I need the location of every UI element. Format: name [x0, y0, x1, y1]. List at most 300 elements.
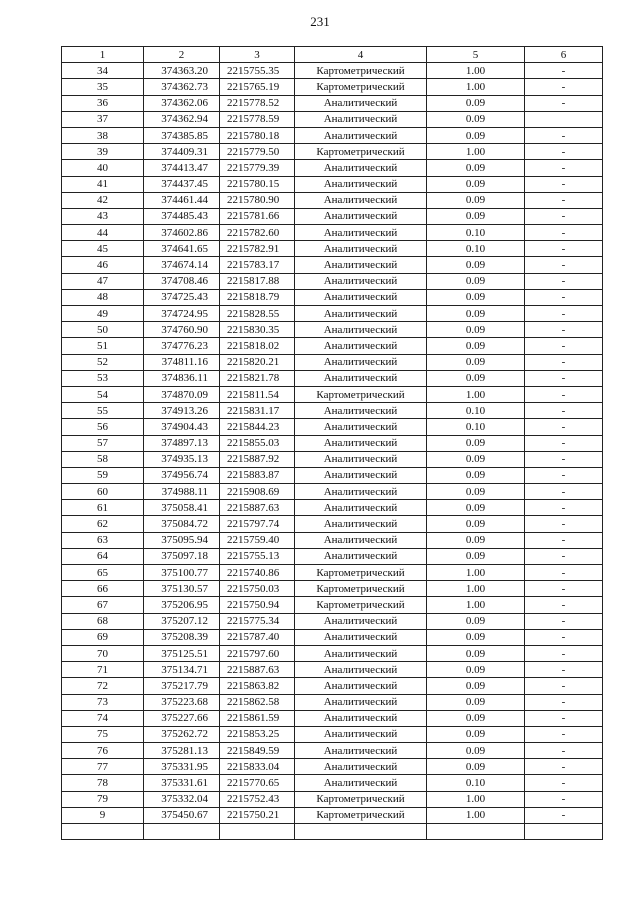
- note-cell: -: [525, 354, 603, 370]
- y-coordinate-cell: 2215861.59: [220, 710, 295, 726]
- table-row: [62, 597, 603, 613]
- table-row: [62, 759, 603, 775]
- y-coordinate-cell: 2215740.86: [220, 565, 295, 581]
- y-coordinate-cell: 2215797.74: [220, 516, 295, 532]
- accuracy-cell: 0.10: [427, 403, 525, 419]
- note-cell: -: [525, 565, 603, 581]
- y-coordinate-cell: 2215780.90: [220, 192, 295, 208]
- note-cell: -: [525, 581, 603, 597]
- method-cell: Аналитический: [295, 775, 427, 791]
- point-number-cell: 65: [62, 565, 144, 581]
- method-cell: Аналитический: [295, 726, 427, 742]
- note-cell: -: [525, 678, 603, 694]
- table-row: [62, 386, 603, 402]
- x-coordinate-cell: 374913.26: [144, 403, 220, 419]
- accuracy-cell: 0.09: [427, 759, 525, 775]
- method-cell: Аналитический: [295, 192, 427, 208]
- x-coordinate-cell: 375223.68: [144, 694, 220, 710]
- table-header-row: [62, 47, 603, 63]
- accuracy-cell: 1.00: [427, 386, 525, 402]
- accuracy-cell: 0.09: [427, 160, 525, 176]
- point-number-cell: 46: [62, 257, 144, 273]
- x-coordinate-cell: 375058.41: [144, 500, 220, 516]
- table-row: [62, 629, 603, 645]
- accuracy-cell: 0.09: [427, 726, 525, 742]
- y-coordinate-cell: 2215750.94: [220, 597, 295, 613]
- x-coordinate-cell: 374935.13: [144, 451, 220, 467]
- y-coordinate-cell: 2215783.17: [220, 257, 295, 273]
- x-coordinate-cell: 375262.72: [144, 726, 220, 742]
- accuracy-cell: 0.09: [427, 662, 525, 678]
- x-coordinate-cell: 374836.11: [144, 370, 220, 386]
- note-cell: -: [525, 144, 603, 160]
- point-number-cell: 66: [62, 581, 144, 597]
- note-cell: -: [525, 743, 603, 759]
- point-number-cell: 61: [62, 500, 144, 516]
- y-coordinate-cell: [220, 824, 295, 840]
- point-number-cell: 35: [62, 79, 144, 95]
- point-number-cell: 62: [62, 516, 144, 532]
- x-coordinate-cell: 374362.94: [144, 111, 220, 127]
- point-number-cell: 36: [62, 95, 144, 111]
- accuracy-cell: 0.10: [427, 419, 525, 435]
- note-cell: -: [525, 370, 603, 386]
- x-coordinate-cell: 375331.95: [144, 759, 220, 775]
- x-coordinate-cell: 374708.46: [144, 273, 220, 289]
- x-coordinate-cell: 375208.39: [144, 629, 220, 645]
- note-cell: -: [525, 759, 603, 775]
- table-row: [62, 111, 603, 127]
- note-cell: -: [525, 435, 603, 451]
- accuracy-cell: [427, 824, 525, 840]
- accuracy-cell: 1.00: [427, 144, 525, 160]
- x-coordinate-cell: 375331.61: [144, 775, 220, 791]
- method-cell: Аналитический: [295, 289, 427, 305]
- y-coordinate-cell: 2215778.59: [220, 111, 295, 127]
- note-cell: -: [525, 386, 603, 402]
- accuracy-cell: 0.09: [427, 306, 525, 322]
- column-header: 1: [62, 47, 144, 63]
- point-number-cell: 53: [62, 370, 144, 386]
- accuracy-cell: 0.09: [427, 176, 525, 192]
- point-number-cell: 34: [62, 63, 144, 79]
- note-cell: -: [525, 127, 603, 143]
- point-number-cell: 41: [62, 176, 144, 192]
- accuracy-cell: 0.09: [427, 532, 525, 548]
- x-coordinate-cell: 375206.95: [144, 597, 220, 613]
- point-number-cell: 71: [62, 662, 144, 678]
- method-cell: Аналитический: [295, 241, 427, 257]
- method-cell: Аналитический: [295, 306, 427, 322]
- table-row: [62, 79, 603, 95]
- table-row: [62, 403, 603, 419]
- y-coordinate-cell: 2215887.92: [220, 451, 295, 467]
- x-coordinate-cell: 374602.86: [144, 225, 220, 241]
- method-cell: Аналитический: [295, 273, 427, 289]
- accuracy-cell: 1.00: [427, 791, 525, 807]
- table-row: [62, 322, 603, 338]
- point-number-cell: 67: [62, 597, 144, 613]
- method-cell: Аналитический: [295, 645, 427, 661]
- x-coordinate-cell: 374897.13: [144, 435, 220, 451]
- note-cell: -: [525, 306, 603, 322]
- point-number-cell: 40: [62, 160, 144, 176]
- table-body: [62, 63, 603, 840]
- note-cell: -: [525, 467, 603, 483]
- x-coordinate-cell: 375217.79: [144, 678, 220, 694]
- note-cell: -: [525, 807, 603, 823]
- note-cell: -: [525, 451, 603, 467]
- method-cell: Аналитический: [295, 419, 427, 435]
- accuracy-cell: 0.09: [427, 467, 525, 483]
- table-row: [62, 419, 603, 435]
- y-coordinate-cell: 2215755.35: [220, 63, 295, 79]
- point-number-cell: 72: [62, 678, 144, 694]
- point-number-cell: 50: [62, 322, 144, 338]
- method-cell: Аналитический: [295, 678, 427, 694]
- x-coordinate-cell: 375125.51: [144, 645, 220, 661]
- column-header: 5: [427, 47, 525, 63]
- y-coordinate-cell: 2215782.91: [220, 241, 295, 257]
- x-coordinate-cell: 374362.06: [144, 95, 220, 111]
- note-cell: [525, 111, 603, 127]
- method-cell: Картометрический: [295, 565, 427, 581]
- method-cell: Аналитический: [295, 759, 427, 775]
- accuracy-cell: 0.09: [427, 678, 525, 694]
- accuracy-cell: 0.09: [427, 435, 525, 451]
- note-cell: -: [525, 95, 603, 111]
- y-coordinate-cell: 2215863.82: [220, 678, 295, 694]
- x-coordinate-cell: 374437.45: [144, 176, 220, 192]
- y-coordinate-cell: 2215887.63: [220, 662, 295, 678]
- note-cell: -: [525, 597, 603, 613]
- y-coordinate-cell: 2215765.19: [220, 79, 295, 95]
- method-cell: Картометрический: [295, 79, 427, 95]
- y-coordinate-cell: 2215849.59: [220, 743, 295, 759]
- accuracy-cell: 0.09: [427, 694, 525, 710]
- table-row: [62, 338, 603, 354]
- x-coordinate-cell: 375450.67: [144, 807, 220, 823]
- table-row: [62, 484, 603, 500]
- method-cell: Аналитический: [295, 354, 427, 370]
- accuracy-cell: 0.09: [427, 451, 525, 467]
- table-row: [62, 662, 603, 678]
- y-coordinate-cell: 2215908.69: [220, 484, 295, 500]
- point-number-cell: 78: [62, 775, 144, 791]
- accuracy-cell: 0.09: [427, 289, 525, 305]
- accuracy-cell: 1.00: [427, 581, 525, 597]
- table-row: [62, 176, 603, 192]
- note-cell: -: [525, 791, 603, 807]
- y-coordinate-cell: 2215887.63: [220, 500, 295, 516]
- table-row: [62, 516, 603, 532]
- accuracy-cell: 0.09: [427, 484, 525, 500]
- point-number-cell: 59: [62, 467, 144, 483]
- point-number-cell: 42: [62, 192, 144, 208]
- y-coordinate-cell: 2215779.39: [220, 160, 295, 176]
- x-coordinate-cell: 375100.77: [144, 565, 220, 581]
- point-number-cell: [62, 824, 144, 840]
- x-coordinate-cell: 374674.14: [144, 257, 220, 273]
- column-header: 2: [144, 47, 220, 63]
- table-row: [62, 160, 603, 176]
- method-cell: Картометрический: [295, 63, 427, 79]
- table-row: [62, 451, 603, 467]
- x-coordinate-cell: 374760.90: [144, 322, 220, 338]
- point-number-cell: 57: [62, 435, 144, 451]
- note-cell: -: [525, 726, 603, 742]
- point-number-cell: 9: [62, 807, 144, 823]
- point-number-cell: 47: [62, 273, 144, 289]
- note-cell: -: [525, 338, 603, 354]
- x-coordinate-cell: 374413.47: [144, 160, 220, 176]
- y-coordinate-cell: 2215828.55: [220, 306, 295, 322]
- y-coordinate-cell: 2215831.17: [220, 403, 295, 419]
- note-cell: -: [525, 403, 603, 419]
- table-row: [62, 144, 603, 160]
- y-coordinate-cell: 2215818.02: [220, 338, 295, 354]
- y-coordinate-cell: 2215821.78: [220, 370, 295, 386]
- accuracy-cell: 0.09: [427, 257, 525, 273]
- x-coordinate-cell: 375227.66: [144, 710, 220, 726]
- point-number-cell: 43: [62, 208, 144, 224]
- point-number-cell: 63: [62, 532, 144, 548]
- method-cell: Картометрический: [295, 807, 427, 823]
- point-number-cell: 69: [62, 629, 144, 645]
- method-cell: Аналитический: [295, 127, 427, 143]
- x-coordinate-cell: 374385.85: [144, 127, 220, 143]
- x-coordinate-cell: 375332.04: [144, 791, 220, 807]
- accuracy-cell: 0.09: [427, 500, 525, 516]
- table-row: [62, 192, 603, 208]
- x-coordinate-cell: 374363.20: [144, 63, 220, 79]
- table-row: [62, 565, 603, 581]
- table-row: [62, 354, 603, 370]
- note-cell: -: [525, 613, 603, 629]
- y-coordinate-cell: 2215779.50: [220, 144, 295, 160]
- accuracy-cell: 0.09: [427, 645, 525, 661]
- y-coordinate-cell: 2215755.13: [220, 548, 295, 564]
- point-number-cell: 55: [62, 403, 144, 419]
- table-row: [62, 500, 603, 516]
- accuracy-cell: 1.00: [427, 79, 525, 95]
- accuracy-cell: 0.09: [427, 192, 525, 208]
- method-cell: Аналитический: [295, 451, 427, 467]
- point-number-cell: 48: [62, 289, 144, 305]
- method-cell: Аналитический: [295, 225, 427, 241]
- point-number-cell: 73: [62, 694, 144, 710]
- y-coordinate-cell: 2215750.03: [220, 581, 295, 597]
- table-row: [62, 370, 603, 386]
- table-row: [62, 807, 603, 823]
- x-coordinate-cell: 374409.31: [144, 144, 220, 160]
- y-coordinate-cell: 2215780.15: [220, 176, 295, 192]
- table-row: [62, 613, 603, 629]
- method-cell: Аналитический: [295, 370, 427, 386]
- accuracy-cell: 0.09: [427, 127, 525, 143]
- method-cell: Аналитический: [295, 613, 427, 629]
- method-cell: Аналитический: [295, 548, 427, 564]
- table-row: [62, 95, 603, 111]
- point-number-cell: 38: [62, 127, 144, 143]
- x-coordinate-cell: [144, 824, 220, 840]
- point-number-cell: 75: [62, 726, 144, 742]
- x-coordinate-cell: 375097.18: [144, 548, 220, 564]
- point-number-cell: 76: [62, 743, 144, 759]
- x-coordinate-cell: 375207.12: [144, 613, 220, 629]
- accuracy-cell: 0.09: [427, 338, 525, 354]
- accuracy-cell: 0.09: [427, 273, 525, 289]
- note-cell: -: [525, 532, 603, 548]
- y-coordinate-cell: 2215844.23: [220, 419, 295, 435]
- table-row: [62, 257, 603, 273]
- x-coordinate-cell: 374724.95: [144, 306, 220, 322]
- method-cell: Аналитический: [295, 111, 427, 127]
- y-coordinate-cell: 2215759.40: [220, 532, 295, 548]
- point-number-cell: 51: [62, 338, 144, 354]
- y-coordinate-cell: 2215797.60: [220, 645, 295, 661]
- accuracy-cell: 0.09: [427, 208, 525, 224]
- method-cell: Аналитический: [295, 95, 427, 111]
- x-coordinate-cell: 375134.71: [144, 662, 220, 678]
- table-row: [62, 581, 603, 597]
- table-row: [62, 435, 603, 451]
- table-row: [62, 289, 603, 305]
- note-cell: -: [525, 225, 603, 241]
- method-cell: Аналитический: [295, 435, 427, 451]
- accuracy-cell: 0.09: [427, 548, 525, 564]
- x-coordinate-cell: 375281.13: [144, 743, 220, 759]
- method-cell: Аналитический: [295, 662, 427, 678]
- note-cell: [525, 824, 603, 840]
- x-coordinate-cell: 374461.44: [144, 192, 220, 208]
- y-coordinate-cell: 2215782.60: [220, 225, 295, 241]
- column-header: 4: [295, 47, 427, 63]
- note-cell: -: [525, 241, 603, 257]
- table-row: [62, 127, 603, 143]
- note-cell: -: [525, 484, 603, 500]
- accuracy-cell: 0.09: [427, 629, 525, 645]
- method-cell: [295, 824, 427, 840]
- accuracy-cell: 0.09: [427, 95, 525, 111]
- x-coordinate-cell: 374811.16: [144, 354, 220, 370]
- point-number-cell: 58: [62, 451, 144, 467]
- table-row: [62, 548, 603, 564]
- note-cell: -: [525, 192, 603, 208]
- method-cell: Картометрический: [295, 791, 427, 807]
- x-coordinate-cell: 374988.11: [144, 484, 220, 500]
- method-cell: Аналитический: [295, 467, 427, 483]
- accuracy-cell: 0.09: [427, 111, 525, 127]
- accuracy-cell: 0.09: [427, 613, 525, 629]
- table-row: [62, 824, 603, 840]
- y-coordinate-cell: 2215787.40: [220, 629, 295, 645]
- table-row: [62, 645, 603, 661]
- y-coordinate-cell: 2215818.79: [220, 289, 295, 305]
- table-row: [62, 532, 603, 548]
- method-cell: Аналитический: [295, 694, 427, 710]
- method-cell: Аналитический: [295, 500, 427, 516]
- accuracy-cell: 0.09: [427, 743, 525, 759]
- y-coordinate-cell: 2215770.65: [220, 775, 295, 791]
- x-coordinate-cell: 375095.94: [144, 532, 220, 548]
- point-number-cell: 44: [62, 225, 144, 241]
- note-cell: -: [525, 500, 603, 516]
- y-coordinate-cell: 2215778.52: [220, 95, 295, 111]
- accuracy-cell: 1.00: [427, 565, 525, 581]
- point-number-cell: 68: [62, 613, 144, 629]
- method-cell: Аналитический: [295, 516, 427, 532]
- note-cell: -: [525, 662, 603, 678]
- note-cell: -: [525, 694, 603, 710]
- table-row: [62, 694, 603, 710]
- note-cell: -: [525, 160, 603, 176]
- note-cell: -: [525, 548, 603, 564]
- point-number-cell: 74: [62, 710, 144, 726]
- point-number-cell: 39: [62, 144, 144, 160]
- table-row: [62, 306, 603, 322]
- y-coordinate-cell: 2215781.66: [220, 208, 295, 224]
- y-coordinate-cell: 2215830.35: [220, 322, 295, 338]
- x-coordinate-cell: 374870.09: [144, 386, 220, 402]
- x-coordinate-cell: 375130.57: [144, 581, 220, 597]
- method-cell: Аналитический: [295, 532, 427, 548]
- note-cell: -: [525, 419, 603, 435]
- y-coordinate-cell: 2215855.03: [220, 435, 295, 451]
- x-coordinate-cell: 374641.65: [144, 241, 220, 257]
- point-number-cell: 60: [62, 484, 144, 500]
- accuracy-cell: 0.09: [427, 354, 525, 370]
- x-coordinate-cell: 374485.43: [144, 208, 220, 224]
- y-coordinate-cell: 2215752.43: [220, 791, 295, 807]
- accuracy-cell: 0.09: [427, 516, 525, 532]
- x-coordinate-cell: 374776.23: [144, 338, 220, 354]
- note-cell: -: [525, 273, 603, 289]
- note-cell: -: [525, 710, 603, 726]
- method-cell: Аналитический: [295, 257, 427, 273]
- table-row: [62, 726, 603, 742]
- method-cell: Аналитический: [295, 743, 427, 759]
- y-coordinate-cell: 2215780.18: [220, 127, 295, 143]
- x-coordinate-cell: 374362.73: [144, 79, 220, 95]
- accuracy-cell: 0.09: [427, 322, 525, 338]
- accuracy-cell: 0.10: [427, 225, 525, 241]
- method-cell: Аналитический: [295, 208, 427, 224]
- accuracy-cell: 1.00: [427, 807, 525, 823]
- table-row: [62, 273, 603, 289]
- note-cell: -: [525, 775, 603, 791]
- y-coordinate-cell: 2215853.25: [220, 726, 295, 742]
- point-number-cell: 52: [62, 354, 144, 370]
- accuracy-cell: 0.10: [427, 775, 525, 791]
- note-cell: -: [525, 645, 603, 661]
- y-coordinate-cell: 2215817.88: [220, 273, 295, 289]
- table-row: [62, 225, 603, 241]
- accuracy-cell: 0.09: [427, 370, 525, 386]
- table-row: [62, 678, 603, 694]
- y-coordinate-cell: 2215883.87: [220, 467, 295, 483]
- point-number-cell: 77: [62, 759, 144, 775]
- table-row: [62, 710, 603, 726]
- method-cell: Аналитический: [295, 176, 427, 192]
- method-cell: Аналитический: [295, 403, 427, 419]
- method-cell: Аналитический: [295, 322, 427, 338]
- column-header: 3: [220, 47, 295, 63]
- note-cell: -: [525, 629, 603, 645]
- accuracy-cell: 0.09: [427, 710, 525, 726]
- method-cell: Аналитический: [295, 160, 427, 176]
- column-header: 6: [525, 47, 603, 63]
